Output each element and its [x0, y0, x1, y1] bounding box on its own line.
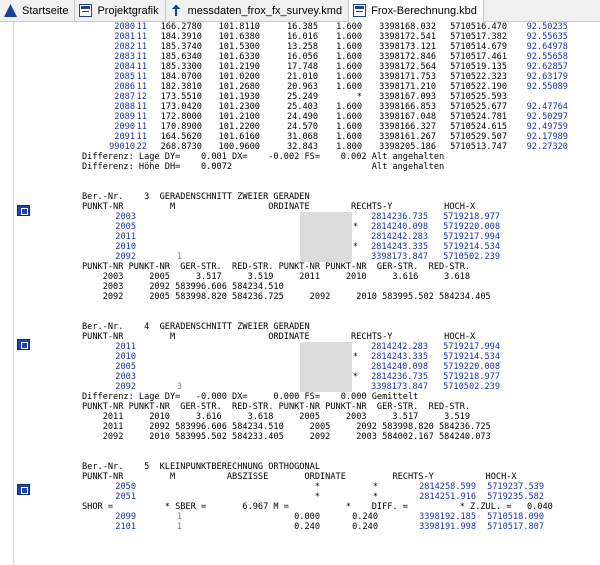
table-cell: 1.800	[336, 142, 362, 152]
table-cell: 3398171.753	[379, 72, 436, 82]
table-row	[82, 522, 600, 532]
table-cell: 184.0700	[160, 72, 202, 82]
table-cell: 13.258	[286, 42, 318, 52]
table-cell: 31.068	[286, 132, 318, 142]
table-cell: 1.600	[336, 42, 362, 52]
table-cell: 2814242.283	[371, 232, 428, 242]
table-cell: 100.9600	[218, 142, 260, 152]
table-cell: 101.6160	[218, 132, 260, 142]
table-header: PUNKT-NR PUNKT-NR GER-STR. RED-STR. PUNKT-NR PUNKT-NR GER-STR. RED-STR.	[82, 402, 471, 412]
table-cell: 92.50297	[526, 112, 568, 122]
table-cell: 11	[136, 62, 147, 72]
table-cell: 3398205.186	[379, 142, 436, 152]
table-cell: 268.8730	[160, 142, 202, 152]
table-cell: 32.843	[286, 142, 318, 152]
section-title: Ber.-Nr. 4 GERADENSCHNITT ZWEIER GERADEN	[82, 322, 310, 332]
table-cell: 5710525.593	[450, 92, 507, 102]
table-cell: 11	[136, 32, 147, 42]
table-cell: 1	[176, 522, 182, 532]
table-row: 2092 2010 583995.502 584233.405 2092 2003 584002.167 584240.073	[82, 432, 491, 442]
section-header: PUNKT-NR M ORDINATE RECHTS-Y HOCH-X	[82, 332, 476, 342]
table-cell: 101.5300	[218, 42, 260, 52]
point-list	[82, 512, 600, 532]
table-cell: 2092	[115, 382, 136, 392]
table-cell: 1.600	[336, 72, 362, 82]
section-header: PUNKT-NR M ABSZISSE ORDINATE RECHTS-Y HOCH-X	[82, 472, 517, 482]
tab-startseite[interactable]	[0, 0, 75, 21]
table-cell: 2081	[114, 32, 135, 42]
table-cell: 3398166.853	[379, 102, 436, 112]
table-cell: *	[314, 482, 320, 492]
table-cell: 101.2200	[218, 122, 260, 132]
table-cell: 2814251.916	[419, 492, 476, 502]
table-cell: 184.3910	[160, 32, 202, 42]
table-cell: 11	[136, 132, 147, 142]
table-cell: 99010	[109, 142, 135, 152]
table-cell: 101.6380	[218, 32, 260, 42]
table-row	[82, 232, 600, 242]
table-row	[82, 382, 600, 392]
table-row	[82, 222, 600, 232]
table-cell: 0.240	[352, 522, 378, 532]
table-row	[82, 352, 600, 362]
document-icon	[79, 4, 92, 17]
table-cell: 5719217.994	[443, 232, 500, 242]
table-cell: 16.385	[286, 22, 318, 32]
table-row	[82, 252, 600, 262]
table-cell: 101.2680	[218, 82, 260, 92]
point-list	[82, 342, 600, 392]
table-cell: 11	[136, 42, 147, 52]
table-cell: 25.249	[286, 92, 318, 102]
ordinate-field[interactable]	[300, 382, 352, 392]
table-cell: 164.5620	[160, 132, 202, 142]
difference-line: Differenz: Höhe DH= 0.0072 Alt angehalten	[82, 162, 445, 172]
table-cell: *	[352, 372, 358, 382]
point-list	[82, 212, 600, 262]
table-cell: 3398172.541	[379, 32, 436, 42]
table-cell: 5710516.470	[450, 22, 507, 32]
table-cell: 166.2780	[160, 22, 202, 32]
ordinate-field[interactable]	[300, 222, 352, 232]
table-row: 2003 2005 3.517 3.519 2011 2010 3.616 3.618	[82, 272, 471, 282]
table-cell: 11	[136, 102, 147, 112]
table-cell: 0.240	[352, 512, 378, 522]
table-cell: 185.3740	[160, 42, 202, 52]
table-cell: 2084	[114, 62, 135, 72]
table-cell: *	[352, 352, 358, 362]
table-cell: 3398168.032	[379, 22, 436, 32]
table-cell: 11	[136, 22, 147, 32]
calculation-block-icon[interactable]	[17, 484, 30, 495]
table-cell: 3398161.267	[379, 132, 436, 142]
table-cell: 2092	[115, 252, 136, 262]
table-cell: 2011	[115, 342, 136, 352]
tab-label: Projektgrafik	[97, 4, 159, 17]
table-cell: 1.600	[336, 102, 362, 112]
table-cell: 1.600	[336, 132, 362, 142]
table-cell: 2814240.098	[371, 222, 428, 232]
table-cell: 22	[136, 142, 147, 152]
table-cell: 2010	[115, 352, 136, 362]
ordinate-field[interactable]	[300, 342, 352, 352]
table-cell: 16.056	[286, 52, 318, 62]
document-icon	[353, 4, 366, 17]
table-cell: 11	[136, 72, 147, 82]
table-cell: 92.62857	[526, 62, 568, 72]
table-cell: *	[372, 482, 378, 492]
table-row	[82, 372, 600, 382]
point-list	[82, 482, 600, 502]
measurement-row	[82, 92, 600, 102]
table-cell: 0.000	[294, 512, 320, 522]
table-cell: 2086	[114, 82, 135, 92]
table-cell: 2089	[114, 112, 135, 122]
tab-label: Frox-Berechnung.kbd	[371, 4, 477, 17]
table-row	[82, 242, 600, 252]
table-cell: 20.963	[286, 82, 318, 92]
table-cell: 2101	[115, 522, 136, 532]
table-cell: 5710522.190	[450, 82, 507, 92]
table-cell: 92.55635	[526, 32, 568, 42]
table-cell: 5719235.582	[487, 492, 544, 502]
table-cell: 5719237.539	[487, 482, 544, 492]
table-cell: 1.600	[336, 32, 362, 42]
table-cell: 101.0200	[218, 72, 260, 82]
table-cell: 5719217.994	[443, 342, 500, 352]
table-cell: 5719220.008	[443, 362, 500, 372]
table-cell: 2814236.735	[371, 212, 428, 222]
table-cell: 170.8900	[160, 122, 202, 132]
table-cell: 2003	[115, 212, 136, 222]
section-header: PUNKT-NR M ORDINATE RECHTS-Y HOCH-X	[82, 202, 476, 212]
table-cell: 92.17989	[526, 132, 568, 142]
table-cell: 1	[176, 512, 182, 522]
table-cell: 5719218.977	[443, 372, 500, 382]
table-cell: 0.240	[294, 522, 320, 532]
table-cell: 2003	[115, 372, 136, 382]
measurement-row	[82, 132, 600, 142]
table-cell: 5710517.382	[450, 32, 507, 42]
measurement-row	[82, 102, 600, 112]
calculation-block-icon[interactable]	[17, 205, 30, 216]
measurement-row	[82, 112, 600, 122]
table-row	[82, 362, 600, 372]
table-cell: 5719218.977	[443, 212, 500, 222]
table-cell: 1.600	[336, 52, 362, 62]
measurement-row	[82, 32, 600, 42]
tab-projektgrafik[interactable]	[75, 0, 165, 21]
table-cell: 2083	[114, 52, 135, 62]
table-cell: 5710513.747	[450, 142, 507, 152]
table-cell: 5710524.615	[450, 122, 507, 132]
measurement-row	[82, 62, 600, 72]
table-row: 2003 2092 583996.606 584234.510	[82, 282, 284, 292]
ordinate-field[interactable]	[300, 252, 352, 262]
tab-frox-berechnung[interactable]	[349, 0, 484, 22]
table-cell: 92.63179	[526, 72, 568, 82]
table-cell: 2091	[114, 132, 135, 142]
table-cell: 5710519.135	[450, 62, 507, 72]
table-cell: 2005	[115, 222, 136, 232]
table-cell: 11	[136, 82, 147, 92]
table-cell: 2087	[114, 92, 135, 102]
table-cell: 172.8000	[160, 112, 202, 122]
ordinate-field[interactable]	[300, 232, 352, 242]
section-title: Ber.-Nr. 3 GERADENSCHNITT ZWEIER GERADEN	[82, 192, 310, 202]
table-cell: 5710518.090	[487, 512, 544, 522]
table-cell: 3398192.185	[419, 512, 476, 522]
measurement-row	[82, 82, 600, 92]
table-cell: 2814240.098	[371, 362, 428, 372]
home-icon	[4, 4, 17, 17]
table-cell: 1.600	[336, 82, 362, 92]
table-cell: 182.3810	[160, 82, 202, 92]
table-cell: 11	[136, 52, 147, 62]
table-cell: 3398173.847	[371, 382, 428, 392]
table-cell: 1	[176, 252, 182, 262]
table-row	[82, 482, 600, 492]
measurement-row	[82, 142, 600, 152]
table-row	[82, 342, 600, 352]
table-cell: 3398191.998	[419, 522, 476, 532]
table-cell: 1.600	[336, 22, 362, 32]
table-cell: 3398166.327	[379, 122, 436, 132]
table-cell: 92.64978	[526, 42, 568, 52]
measurement-row	[82, 52, 600, 62]
table-cell: 2082	[114, 42, 135, 52]
table-cell: 16.016	[286, 32, 318, 42]
table-cell: 17.748	[286, 62, 318, 72]
table-cell: 2051	[115, 492, 136, 502]
measurement-row	[82, 122, 600, 132]
table-cell: 101.2300	[218, 102, 260, 112]
table-cell: 101.2190	[218, 62, 260, 72]
table-cell: 101.8110	[218, 22, 260, 32]
table-cell: 5710524.781	[450, 112, 507, 122]
calculation-block-icon[interactable]	[17, 339, 30, 350]
left-gutter	[0, 22, 14, 565]
table-row: 2011 2010 3.616 3.618 2005 2003 3.517 3.519	[82, 412, 471, 422]
table-cell: 5719220.008	[443, 222, 500, 232]
table-cell: 2085	[114, 72, 135, 82]
table-cell: 185.3300	[160, 62, 202, 72]
difference-line: Differenz: Lage DY= 0.001 DX= -0.002 FS= 0.002 Alt angehalten	[82, 152, 445, 162]
table-cell: 2005	[115, 362, 136, 372]
table-cell: 92.50235	[526, 22, 568, 32]
table-cell: 5710522.323	[450, 72, 507, 82]
survey-pin-icon	[170, 4, 183, 17]
table-row	[82, 212, 600, 222]
tab-label: messdaten_frox_fx_survey.kmd	[187, 4, 343, 17]
table-row: 2011 2092 583996.606 584234.510 2005 2092 583998.820 584236.725	[82, 422, 491, 432]
measurement-table	[82, 22, 600, 152]
table-cell: 2090	[114, 122, 135, 132]
table-cell: 5719214.534	[443, 242, 500, 252]
table-row	[82, 492, 600, 502]
tab-label: Startseite	[22, 4, 69, 17]
table-cell: 3398172.564	[379, 62, 436, 72]
table-cell: 2099	[115, 512, 136, 522]
ordinate-field[interactable]	[300, 212, 352, 222]
table-cell: 24.490	[286, 112, 318, 122]
table-cell: 5710517.807	[487, 522, 544, 532]
table-cell: 5719214.534	[443, 352, 500, 362]
table-cell: 5710502.239	[443, 252, 500, 262]
table-cell: 24.570	[286, 122, 318, 132]
table-cell: 1.600	[336, 62, 362, 72]
table-cell: 3398167.093	[379, 92, 436, 102]
table-cell: 5710525.677	[450, 102, 507, 112]
table-cell: 2011	[115, 232, 136, 242]
table-cell: 2814258.599	[419, 482, 476, 492]
table-cell: 3398173.121	[379, 42, 436, 52]
table-cell: 101.1930	[218, 92, 260, 102]
calculation-output	[82, 22, 600, 532]
tab-messdaten[interactable]	[166, 0, 349, 21]
table-cell: 2010	[115, 242, 136, 252]
table-cell: *	[314, 492, 320, 502]
table-cell: 2814243.335	[371, 352, 428, 362]
table-cell: 3	[176, 382, 182, 392]
table-cell: 11	[136, 122, 147, 132]
ordinate-field[interactable]	[300, 242, 352, 252]
table-cell: 92.47764	[526, 102, 568, 112]
section-title: Ber.-Nr. 5 KLEINPUNKTBERECHNUNG ORTHOGONAL	[82, 462, 320, 472]
table-cell: 2050	[115, 482, 136, 492]
table-cell: 11	[136, 112, 147, 122]
table-cell: 5710517.461	[450, 52, 507, 62]
table-cell: 2814242.283	[371, 342, 428, 352]
table-cell: 5710502.239	[443, 382, 500, 392]
ordinate-field[interactable]	[300, 362, 352, 372]
table-cell: 25.403	[286, 102, 318, 112]
table-cell: 101.2100	[218, 112, 260, 122]
table-cell: 2814236.735	[371, 372, 428, 382]
table-cell: 185.6340	[160, 52, 202, 62]
table-cell: 173.0420	[160, 102, 202, 112]
ordinate-field[interactable]	[300, 352, 352, 362]
table-row	[82, 512, 600, 522]
table-cell: 1.600	[336, 122, 362, 132]
table-cell: 3398167.048	[379, 112, 436, 122]
measurement-row	[82, 72, 600, 82]
table-cell: 1.600	[336, 112, 362, 122]
table-cell: 12	[136, 92, 147, 102]
table-cell: 5710529.507	[450, 132, 507, 142]
table-row: 2092 2005 583998.820 584236.725 2092 2010 583995.502 584234.405	[82, 292, 491, 302]
ordinate-field[interactable]	[300, 372, 352, 382]
table-cell: 21.010	[286, 72, 318, 82]
table-cell: 92.27320	[526, 142, 568, 152]
table-cell: 2814243.335	[371, 242, 428, 252]
table-cell: 173.5510	[160, 92, 202, 102]
table-cell: 5710514.679	[450, 42, 507, 52]
table-cell: 92.49759	[526, 122, 568, 132]
table-cell: 92.55089	[526, 82, 568, 92]
difference-line: Differenz: Lage DY= -0.000 DX= 0.000 FS= 0.000 Gemittelt	[82, 392, 419, 402]
table-cell: 2080	[114, 22, 135, 32]
table-cell: *	[352, 222, 358, 232]
measurement-row	[82, 22, 600, 32]
table-cell: 3398173.847	[371, 252, 428, 262]
table-cell: *	[372, 492, 378, 502]
check-line: SHOR = * SBER = 6.967 M = * DIFF. = * Z.ZUL. = 0.040	[82, 502, 553, 512]
document-tab-bar	[0, 0, 600, 22]
table-cell: 2088	[114, 102, 135, 112]
table-cell: *	[356, 92, 362, 102]
table-cell: 101.6330	[218, 52, 260, 62]
table-cell: 92.55658	[526, 52, 568, 62]
measurement-row	[82, 42, 600, 52]
table-cell: *	[352, 242, 358, 252]
table-cell: 3398171.210	[379, 82, 436, 92]
table-header: PUNKT-NR PUNKT-NR GER-STR. RED-STR. PUNKT-NR PUNKT-NR GER-STR. RED-STR.	[82, 262, 471, 272]
table-cell: 3398172.846	[379, 52, 436, 62]
